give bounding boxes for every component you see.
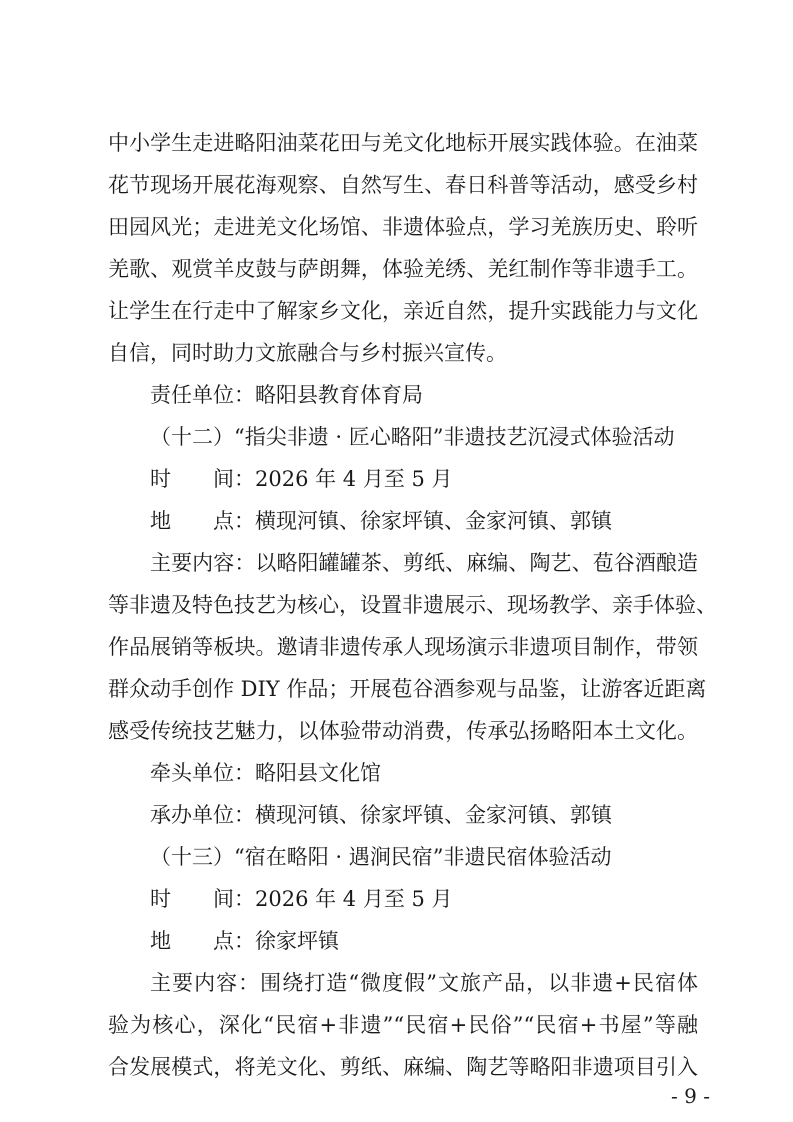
body-text-line: 中小学生走进略阳油菜花田与羌文化地标开展实践体验。在油菜 xyxy=(108,131,698,155)
event-time: 时 间：2026 年 4 月至 5 月 xyxy=(150,887,453,911)
body-text-line: 田园风光；走进羌文化场馆、非遗体验点，学习羌族历史、聆听 xyxy=(108,215,698,239)
body-text-line: 感受传统技艺魅力，以体验带动消费，传承弘扬略阳本土文化。 xyxy=(108,719,698,743)
body-text-line: 等非遗及特色技艺为核心，设置非遗展示、现场教学、亲手体验、 xyxy=(108,593,717,617)
body-text-line: 验为核心，深化“民宿+非遗”“民宿+民俗”“民宿+书屋”等融 xyxy=(108,1013,698,1037)
organizing-unit: 承办单位：横现河镇、徐家坪镇、金家河镇、郭镇 xyxy=(150,803,612,827)
body-text-line: 作品展销等板块。邀请非遗传承人现场演示非遗项目制作，带领 xyxy=(108,635,698,659)
section-heading-12: （十二）“指尖非遗 · 匠心略阳”非遗技艺沉浸式体验活动 xyxy=(150,425,675,449)
event-location: 地 点：徐家坪镇 xyxy=(150,929,339,953)
page-number: - 9 - xyxy=(671,1084,710,1108)
body-text-line: 花节现场开展花海观察、自然写生、春日科普等活动，感受乡村 xyxy=(108,173,698,197)
responsible-unit: 责任单位：略阳县教育体育局 xyxy=(150,383,423,407)
body-text-line: 自信，同时助力文旅融合与乡村振兴宣传。 xyxy=(108,341,507,365)
main-content-line: 主要内容：以略阳罐罐茶、剪纸、麻编、陶艺、苞谷酒酿造 xyxy=(150,551,698,575)
body-text-line: 合发展模式，将羌文化、剪纸、麻编、陶艺等略阳非遗项目引入 xyxy=(108,1055,698,1079)
event-location: 地 点：横现河镇、徐家坪镇、金家河镇、郭镇 xyxy=(150,509,612,533)
section-heading-13: （十三）“宿在略阳 · 遇涧民宿”非遗民宿体验活动 xyxy=(150,845,612,869)
body-text-line: 群众动手创作 DIY 作品；开展苞谷酒参观与品鉴，让游客近距离 xyxy=(108,677,707,701)
body-text-line: 让学生在行走中了解家乡文化，亲近自然，提升实践能力与文化 xyxy=(108,299,698,323)
main-content-line: 主要内容：围绕打造“微度假”文旅产品，以非遗+民宿体 xyxy=(150,971,698,995)
lead-unit: 牵头单位：略阳县文化馆 xyxy=(150,761,381,785)
event-time: 时 间：2026 年 4 月至 5 月 xyxy=(150,467,453,491)
body-text-line: 羌歌、观赏羊皮鼓与萨朗舞，体验羌绣、羌红制作等非遗手工。 xyxy=(108,257,698,281)
